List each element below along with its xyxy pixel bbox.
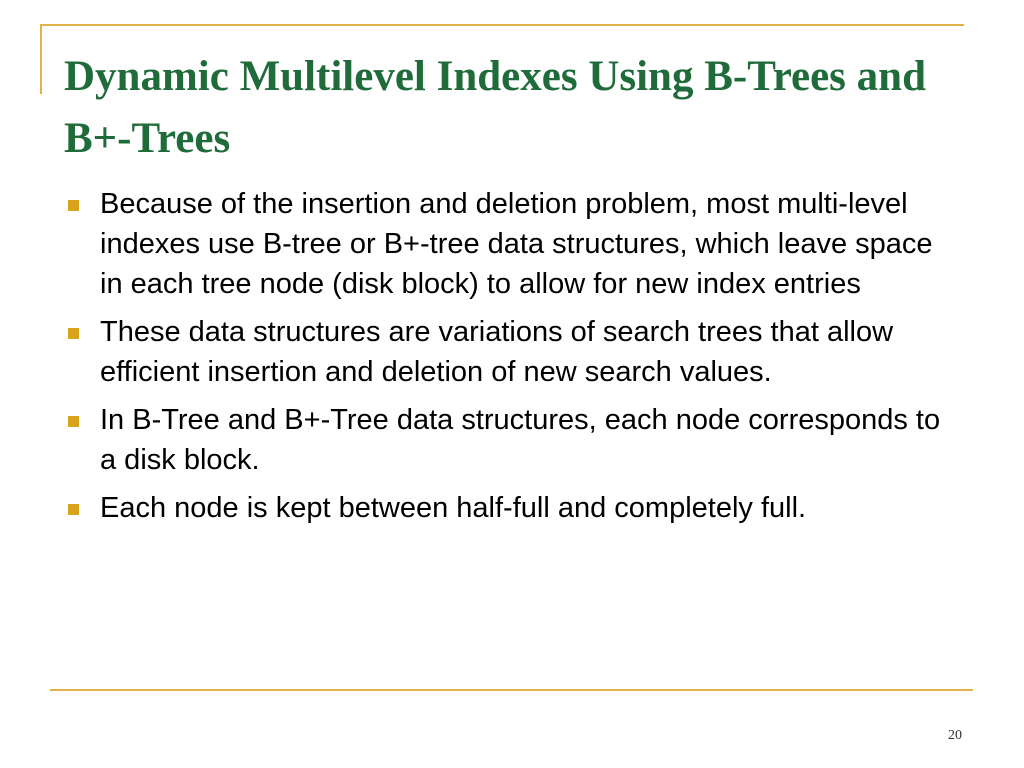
square-bullet-icon: [68, 416, 79, 427]
bullet-item: [60, 312, 960, 392]
bullet-text: Because of the insertion and deletion problem, most multi-level indexes use B-tree or B+-tree data structures, which leave space in each tree node (disk block) to allow for new index entries: [100, 188, 933, 300]
bullet-text: Each node is kept between half-full and completely full.: [100, 492, 807, 524]
page-number: 20: [948, 728, 962, 743]
bullet-text: In B-Tree and B+-Tree data structures, each node corresponds to a disk block.: [100, 404, 941, 476]
top-accent-rule: [40, 24, 964, 26]
bullet-item: [60, 400, 960, 480]
bullet-list: [60, 184, 960, 536]
left-accent-rule: [40, 24, 42, 94]
bullet-item: [60, 184, 960, 304]
square-bullet-icon: [68, 328, 79, 339]
slide-title: Dynamic Multilevel Indexes Using B-Trees and B+-Trees: [64, 53, 926, 162]
bottom-accent-rule: [50, 689, 973, 691]
square-bullet-icon: [68, 200, 79, 211]
bullet-item: [60, 488, 960, 528]
square-bullet-icon: [68, 504, 79, 515]
bullet-text: These data structures are variations of search trees that allow efficient insertion and deletion of new search values.: [100, 316, 894, 388]
